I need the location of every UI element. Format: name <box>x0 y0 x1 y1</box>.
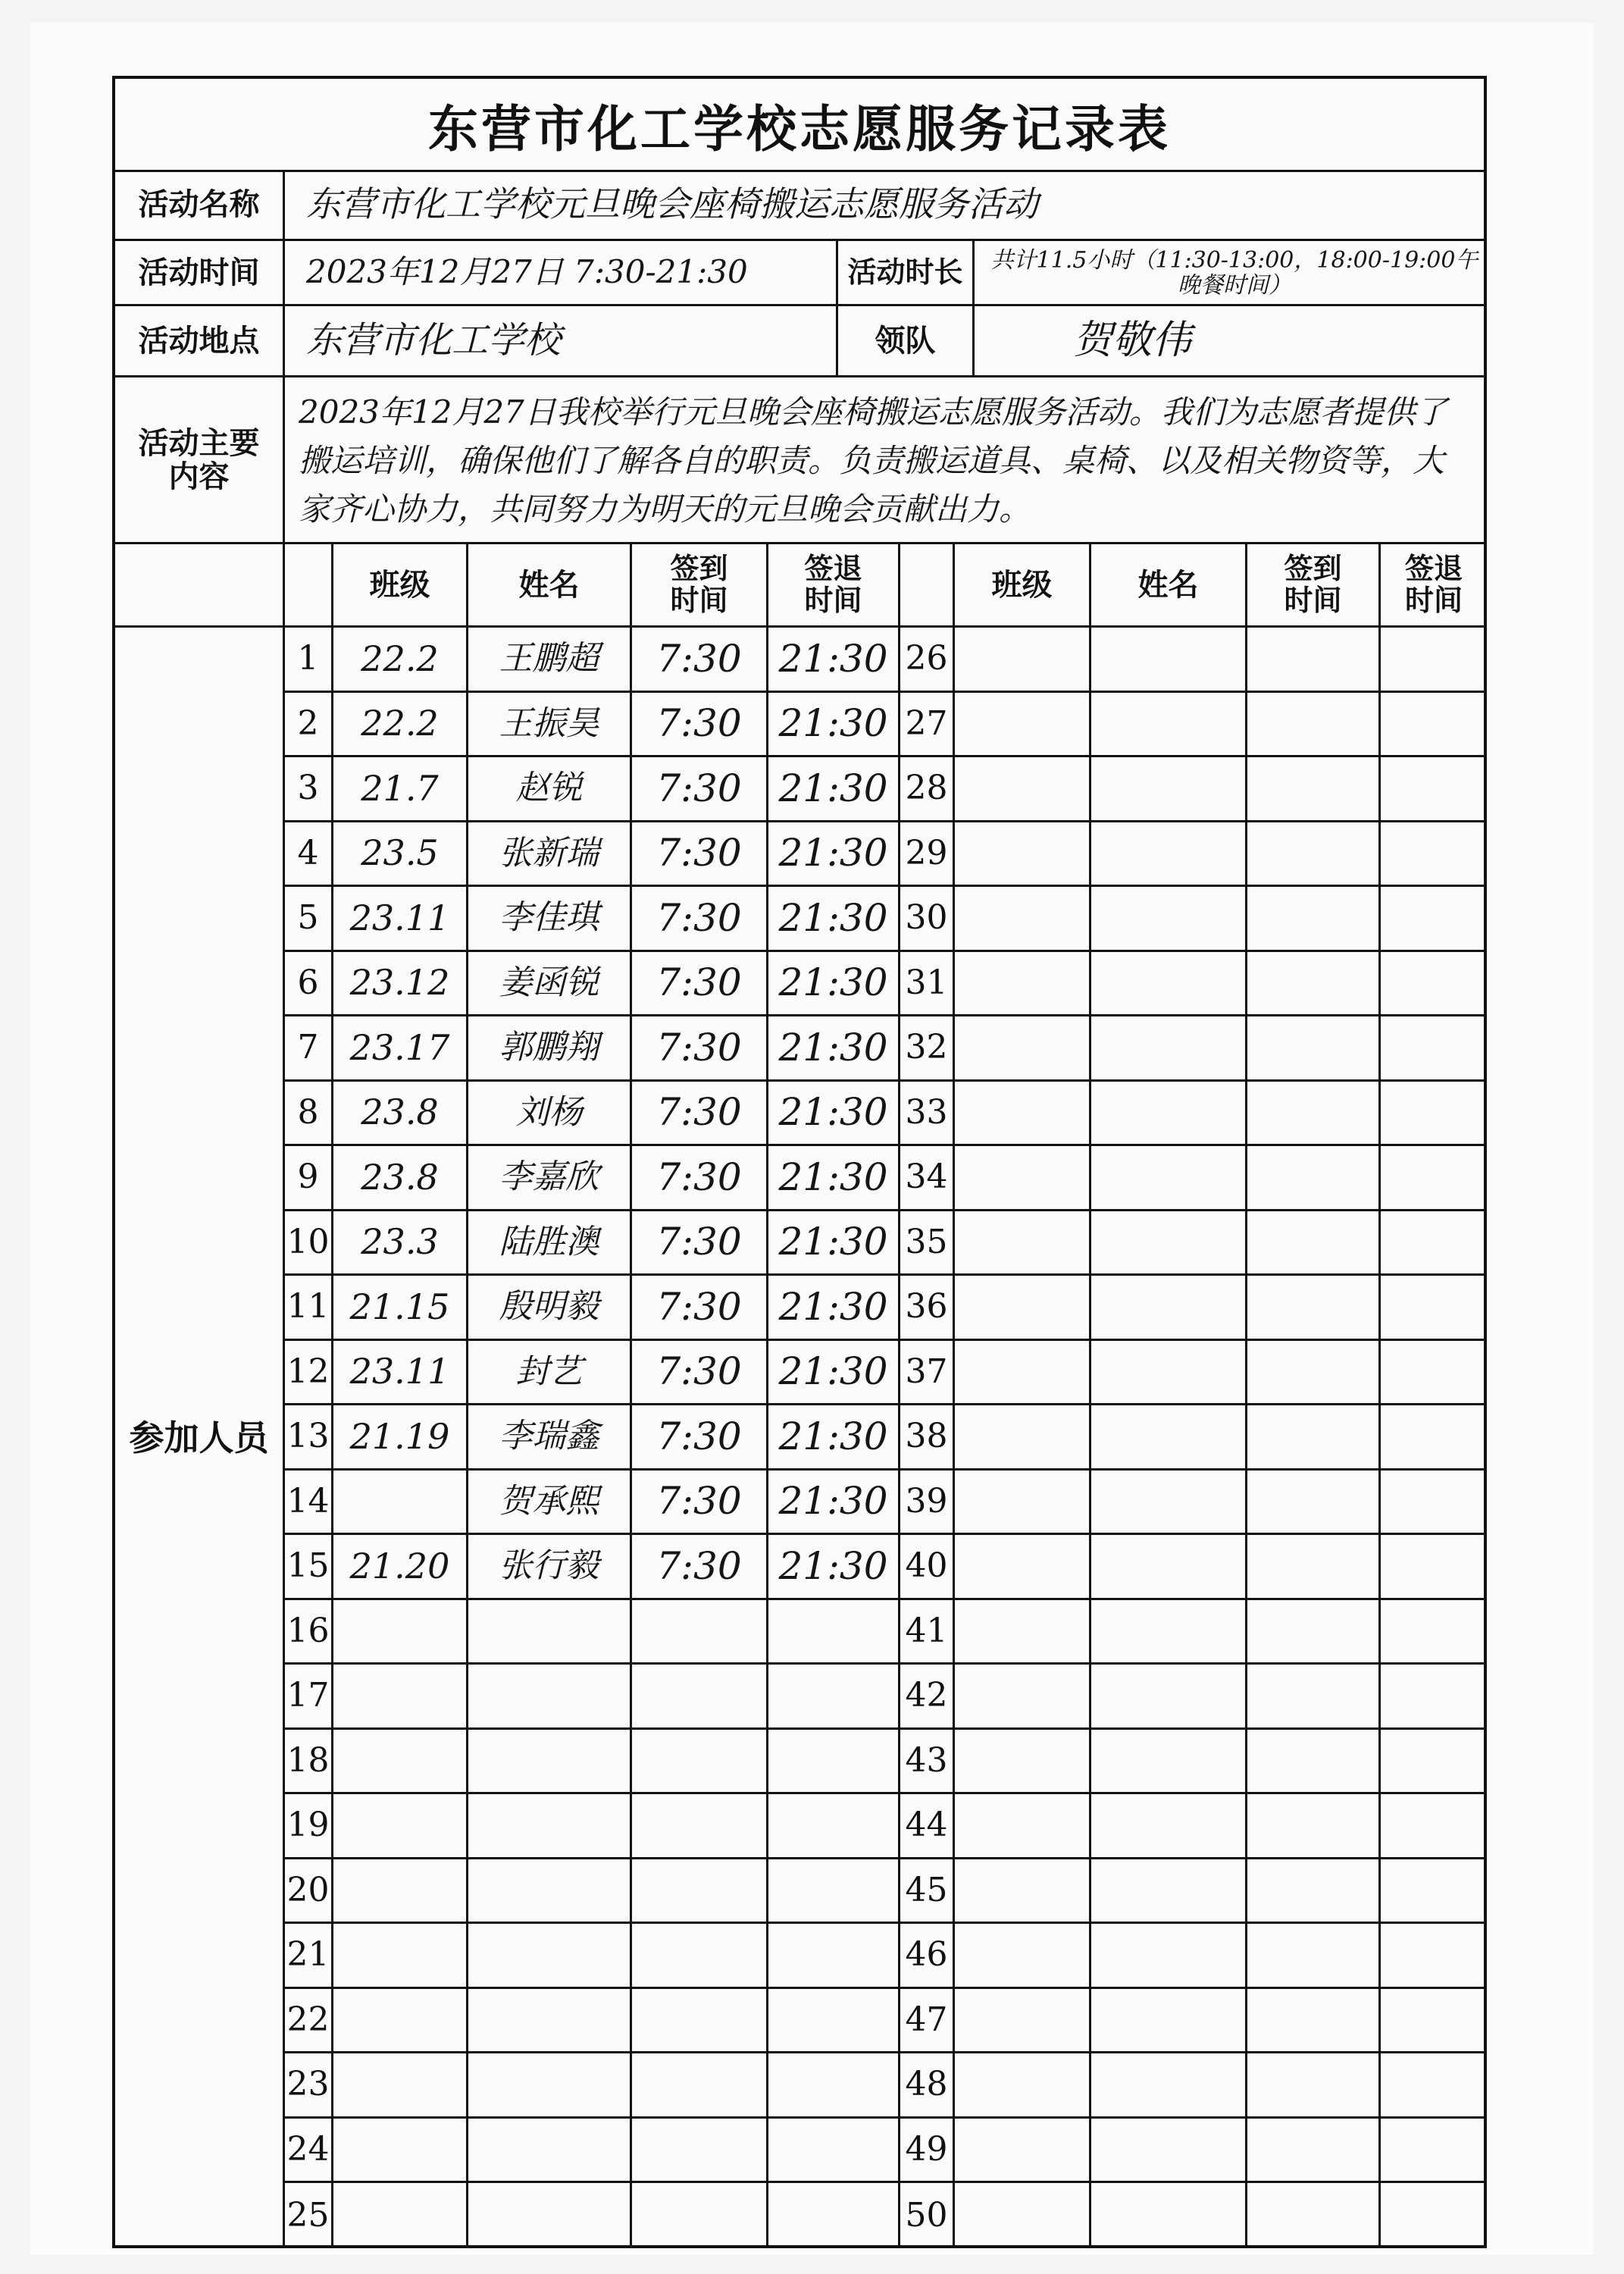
row-class: 21.20 <box>333 1535 468 1600</box>
label-participants: 参加人员 <box>115 628 285 2248</box>
row-number-right: 30 <box>900 887 955 952</box>
row-checkout: 21:30 <box>768 693 900 758</box>
row-checkin-right <box>1247 628 1381 693</box>
row-checkout-right <box>1381 1665 1487 1730</box>
row-number: 2 <box>285 693 333 758</box>
header-name-left: 姓名 <box>468 544 632 628</box>
header-checkin-left <box>632 544 768 628</box>
row-checkout <box>768 1859 900 1925</box>
row-checkout-right <box>1381 1794 1487 1859</box>
row-name: 李瑞鑫 <box>468 1405 632 1471</box>
row-number-right: 32 <box>900 1016 955 1082</box>
row-checkin-right <box>1247 1535 1381 1600</box>
row-number-right: 44 <box>900 1794 955 1859</box>
row-number-right: 34 <box>900 1146 955 1211</box>
form-title: 东营市化工学校志愿服务记录表 <box>115 79 1484 172</box>
row-class-right <box>955 1341 1091 1406</box>
row-number-right: 37 <box>900 1341 955 1406</box>
header-checkin-right <box>1247 544 1381 628</box>
header-checkout-left-line1: 签退 <box>804 551 862 585</box>
row-class-right <box>955 1989 1091 2054</box>
row-checkout-right <box>1381 693 1487 758</box>
row-number-right: 45 <box>900 1859 955 1925</box>
row-name: 殷明毅 <box>468 1276 632 1341</box>
row-class-right <box>955 1535 1091 1600</box>
row-number: 16 <box>285 1600 333 1665</box>
row-checkin: 7:30 <box>632 1146 768 1211</box>
row-checkout <box>768 1794 900 1859</box>
row-checkout <box>768 1989 900 2054</box>
label-activity-location: 活动地点 <box>115 306 285 377</box>
row-number: 5 <box>285 887 333 952</box>
value-activity-location: 东营市化工学校 <box>285 306 838 377</box>
row-checkin-right <box>1247 1276 1381 1341</box>
row-name-right <box>1091 887 1247 952</box>
row-name-right <box>1091 1146 1247 1211</box>
value-team-leader: 贺敬伟 <box>975 306 1487 377</box>
header-checkout-right-line1: 签退 <box>1404 551 1463 585</box>
row-checkin-right <box>1247 887 1381 952</box>
row-name-right <box>1091 2119 1247 2184</box>
row-checkout-right <box>1381 628 1487 693</box>
row-class <box>333 2119 468 2184</box>
row-checkout-right <box>1381 1730 1487 1795</box>
row-checkin-right <box>1247 2183 1381 2248</box>
row-class: 23.3 <box>333 1211 468 1276</box>
row-checkin <box>632 1730 768 1795</box>
row-number: 3 <box>285 757 333 822</box>
header-checkin-right-line2: 时间 <box>1284 583 1342 617</box>
row-name: 李佳琪 <box>468 887 632 952</box>
row-class: 23.8 <box>333 1082 468 1147</box>
row-checkin: 7:30 <box>632 1016 768 1082</box>
row-name <box>468 2053 632 2119</box>
row-checkin: 7:30 <box>632 952 768 1017</box>
row-number: 12 <box>285 1341 333 1406</box>
row-checkout: 21:30 <box>768 887 900 952</box>
row-class-right <box>955 952 1091 1017</box>
row-checkin-right <box>1247 1016 1381 1082</box>
row-name-right <box>1091 952 1247 1017</box>
row-checkin-right <box>1247 1082 1381 1147</box>
row-class-right <box>955 1471 1091 1536</box>
row-number-right: 46 <box>900 1924 955 1989</box>
row-checkout-right <box>1381 1016 1487 1082</box>
row-name: 王鹏超 <box>468 628 632 693</box>
row-name: 刘杨 <box>468 1082 632 1147</box>
header-checkout-left <box>768 544 900 628</box>
row-checkout <box>768 1730 900 1795</box>
value-activity-time: 2023年12月27日 7:30-21:30 <box>285 241 838 306</box>
row-number: 11 <box>285 1276 333 1341</box>
row-name: 陆胜澳 <box>468 1211 632 1276</box>
row-checkout-right <box>1381 1859 1487 1925</box>
row-checkout: 21:30 <box>768 952 900 1017</box>
row-class-right <box>955 1794 1091 1859</box>
row-class: 21.19 <box>333 1405 468 1471</box>
row-checkin <box>632 1924 768 1989</box>
row-checkin <box>632 2183 768 2248</box>
row-class-right <box>955 1859 1091 1925</box>
row-class <box>333 1600 468 1665</box>
row-checkin-right <box>1247 952 1381 1017</box>
row-number: 14 <box>285 1471 333 1536</box>
label-activity-name: 活动名称 <box>115 170 285 241</box>
row-checkout-right <box>1381 1276 1487 1341</box>
row-number: 15 <box>285 1535 333 1600</box>
row-class <box>333 1730 468 1795</box>
row-name <box>468 1924 632 1989</box>
row-name: 贺承熙 <box>468 1471 632 1536</box>
row-checkin-right <box>1247 1471 1381 1536</box>
row-class <box>333 1665 468 1730</box>
row-checkout-right <box>1381 1924 1487 1989</box>
row-name-right <box>1091 1665 1247 1730</box>
row-number-right: 27 <box>900 693 955 758</box>
value-activity-duration: 共计11.5小时（11:30-13:00，18:00-19:00午晚餐时间） <box>975 241 1487 306</box>
row-number-right: 36 <box>900 1276 955 1341</box>
row-class: 23.17 <box>333 1016 468 1082</box>
row-checkout: 21:30 <box>768 1405 900 1471</box>
row-checkin: 7:30 <box>632 628 768 693</box>
row-checkout-right <box>1381 2183 1487 2248</box>
participants-header-blank <box>115 544 285 628</box>
row-number: 7 <box>285 1016 333 1082</box>
row-checkout-right <box>1381 1211 1487 1276</box>
row-class-right <box>955 1600 1091 1665</box>
value-activity-name: 东营市化工学校元旦晚会座椅搬运志愿服务活动 <box>285 170 1487 241</box>
row-number: 23 <box>285 2053 333 2119</box>
row-class-right <box>955 1924 1091 1989</box>
row-checkin: 7:30 <box>632 693 768 758</box>
row-checkout-right <box>1381 1471 1487 1536</box>
header-checkout-right-line2: 时间 <box>1404 583 1463 617</box>
row-number-right: 42 <box>900 1665 955 1730</box>
row-name-right <box>1091 1859 1247 1925</box>
row-checkout-right <box>1381 822 1487 888</box>
row-checkout <box>768 2183 900 2248</box>
row-number: 17 <box>285 1665 333 1730</box>
row-name-right <box>1091 1082 1247 1147</box>
row-name-right <box>1091 1924 1247 1989</box>
row-checkout-right <box>1381 1146 1487 1211</box>
row-number: 24 <box>285 2119 333 2184</box>
row-class-right <box>955 822 1091 888</box>
row-class-right <box>955 1276 1091 1341</box>
row-class-right <box>955 628 1091 693</box>
row-name <box>468 1794 632 1859</box>
row-number: 22 <box>285 1989 333 2054</box>
header-name-right: 姓名 <box>1091 544 1247 628</box>
header-checkout-right <box>1381 544 1487 628</box>
row-name <box>468 2183 632 2248</box>
row-number-right: 26 <box>900 628 955 693</box>
label-main-content-line2: 内容 <box>168 459 230 494</box>
row-class <box>333 1859 468 1925</box>
row-class-right <box>955 1665 1091 1730</box>
header-class-left: 班级 <box>333 544 468 628</box>
row-checkout: 21:30 <box>768 1082 900 1147</box>
row-number: 10 <box>285 1211 333 1276</box>
row-checkin-right <box>1247 1146 1381 1211</box>
row-class-right <box>955 2053 1091 2119</box>
row-name-right <box>1091 1989 1247 2054</box>
row-checkin <box>632 1665 768 1730</box>
row-checkin: 7:30 <box>632 1341 768 1406</box>
row-class: 23.12 <box>333 952 468 1017</box>
row-checkout: 21:30 <box>768 1276 900 1341</box>
row-name <box>468 1989 632 2054</box>
row-checkin: 7:30 <box>632 1276 768 1341</box>
row-number: 6 <box>285 952 333 1017</box>
row-checkout-right <box>1381 2119 1487 2184</box>
row-number: 18 <box>285 1730 333 1795</box>
row-name <box>468 1665 632 1730</box>
row-name-right <box>1091 1471 1247 1536</box>
row-name: 张行毅 <box>468 1535 632 1600</box>
paper-sheet <box>30 23 1594 2255</box>
header-checkin-left-line1: 签到 <box>670 551 728 585</box>
row-checkout-right <box>1381 952 1487 1017</box>
row-class: 23.5 <box>333 822 468 888</box>
row-name-right <box>1091 2053 1247 2119</box>
row-checkin-right <box>1247 2053 1381 2119</box>
row-checkout <box>768 1600 900 1665</box>
row-number-right: 43 <box>900 1730 955 1795</box>
row-name <box>468 1600 632 1665</box>
row-checkout: 21:30 <box>768 1535 900 1600</box>
row-number-right: 35 <box>900 1211 955 1276</box>
row-checkout <box>768 2119 900 2184</box>
row-name-right <box>1091 2183 1247 2248</box>
row-name-right <box>1091 1535 1247 1600</box>
row-class: 21.15 <box>333 1276 468 1341</box>
label-team-leader: 领队 <box>838 306 975 377</box>
row-checkin <box>632 1600 768 1665</box>
row-checkin-right <box>1247 1600 1381 1665</box>
row-checkout-right <box>1381 1989 1487 2054</box>
row-number: 4 <box>285 822 333 888</box>
row-checkin-right <box>1247 822 1381 888</box>
row-checkin-right <box>1247 757 1381 822</box>
row-name: 郭鹏翔 <box>468 1016 632 1082</box>
row-name-right <box>1091 822 1247 888</box>
row-class-right <box>955 757 1091 822</box>
row-number: 13 <box>285 1405 333 1471</box>
row-name: 姜函锐 <box>468 952 632 1017</box>
row-checkin: 7:30 <box>632 1211 768 1276</box>
row-checkin-right <box>1247 1665 1381 1730</box>
header-class-right: 班级 <box>955 544 1091 628</box>
row-class <box>333 1989 468 2054</box>
row-checkout-right <box>1381 2053 1487 2119</box>
row-number-right: 41 <box>900 1600 955 1665</box>
row-class-right <box>955 1016 1091 1082</box>
label-activity-duration: 活动时长 <box>838 241 975 306</box>
row-name-right <box>1091 1211 1247 1276</box>
row-name-right <box>1091 757 1247 822</box>
row-number-right: 29 <box>900 822 955 888</box>
header-no-right <box>900 544 955 628</box>
row-checkout: 21:30 <box>768 1016 900 1082</box>
row-checkout-right <box>1381 1341 1487 1406</box>
row-class <box>333 1794 468 1859</box>
row-checkin-right <box>1247 1211 1381 1276</box>
row-checkin <box>632 2053 768 2119</box>
row-class-right <box>955 2119 1091 2184</box>
row-checkin <box>632 1859 768 1925</box>
row-name: 王振昊 <box>468 693 632 758</box>
row-number: 20 <box>285 1859 333 1925</box>
row-checkin-right <box>1247 1405 1381 1471</box>
row-number: 25 <box>285 2183 333 2248</box>
row-checkout-right <box>1381 1082 1487 1147</box>
row-checkin-right <box>1247 1859 1381 1925</box>
row-checkin: 7:30 <box>632 1535 768 1600</box>
row-number-right: 40 <box>900 1535 955 1600</box>
row-class: 21.7 <box>333 757 468 822</box>
row-class <box>333 1471 468 1536</box>
row-checkin: 7:30 <box>632 1405 768 1471</box>
row-checkout <box>768 1665 900 1730</box>
row-class-right <box>955 1405 1091 1471</box>
row-checkin-right <box>1247 1730 1381 1795</box>
row-number-right: 49 <box>900 2119 955 2184</box>
row-number-right: 50 <box>900 2183 955 2248</box>
row-name-right <box>1091 1794 1247 1859</box>
row-number-right: 38 <box>900 1405 955 1471</box>
row-number-right: 47 <box>900 1989 955 2054</box>
value-main-content: 2023年12月27日我校举行元旦晚会座椅搬运志愿服务活动。我们为志愿者提供了搬运培训，确保他们了解各自的职责。负责搬运道具、桌椅、以及相关物资等，大家齐心协力，共同努力为明天的元旦晚会贡献出力。 <box>285 377 1487 544</box>
row-class-right <box>955 1730 1091 1795</box>
row-checkout-right <box>1381 1535 1487 1600</box>
label-activity-time: 活动时间 <box>115 241 285 306</box>
row-class: 23.11 <box>333 1341 468 1406</box>
label-main-content-line1: 活动主要 <box>138 425 260 461</box>
row-name-right <box>1091 1600 1247 1665</box>
row-checkin-right <box>1247 693 1381 758</box>
row-checkout: 21:30 <box>768 1471 900 1536</box>
row-name: 赵锐 <box>468 757 632 822</box>
row-number: 21 <box>285 1924 333 1989</box>
row-name <box>468 1730 632 1795</box>
row-class <box>333 2183 468 2248</box>
row-checkin: 7:30 <box>632 1471 768 1536</box>
row-name-right <box>1091 693 1247 758</box>
row-checkout-right <box>1381 757 1487 822</box>
row-class-right <box>955 887 1091 952</box>
row-class-right <box>955 1146 1091 1211</box>
row-checkout-right <box>1381 1405 1487 1471</box>
row-number-right: 31 <box>900 952 955 1017</box>
header-checkout-left-line2: 时间 <box>804 583 862 617</box>
row-checkout: 21:30 <box>768 822 900 888</box>
row-checkout-right <box>1381 887 1487 952</box>
row-number-right: 39 <box>900 1471 955 1536</box>
row-checkin-right <box>1247 1341 1381 1406</box>
row-number: 19 <box>285 1794 333 1859</box>
row-checkout <box>768 2053 900 2119</box>
row-checkout <box>768 1924 900 1989</box>
row-checkout-right <box>1381 1600 1487 1665</box>
row-class: 22.2 <box>333 628 468 693</box>
row-name: 封艺 <box>468 1341 632 1406</box>
row-checkin: 7:30 <box>632 757 768 822</box>
row-checkout: 21:30 <box>768 757 900 822</box>
row-checkin-right <box>1247 1989 1381 2054</box>
row-name: 张新瑞 <box>468 822 632 888</box>
row-class-right <box>955 693 1091 758</box>
row-checkin <box>632 1989 768 2054</box>
row-class-right <box>955 1082 1091 1147</box>
row-checkin-right <box>1247 1794 1381 1859</box>
row-name-right <box>1091 1730 1247 1795</box>
row-class: 22.2 <box>333 693 468 758</box>
row-checkin: 7:30 <box>632 1082 768 1147</box>
row-name-right <box>1091 1341 1247 1406</box>
row-number: 1 <box>285 628 333 693</box>
row-class: 23.8 <box>333 1146 468 1211</box>
row-name-right <box>1091 1016 1247 1082</box>
row-number: 8 <box>285 1082 333 1147</box>
row-checkout: 21:30 <box>768 1341 900 1406</box>
row-checkin: 7:30 <box>632 822 768 888</box>
row-checkin-right <box>1247 1924 1381 1989</box>
row-name-right <box>1091 1405 1247 1471</box>
row-class <box>333 2053 468 2119</box>
row-checkin: 7:30 <box>632 887 768 952</box>
row-class-right <box>955 2183 1091 2248</box>
row-name <box>468 2119 632 2184</box>
label-main-content <box>115 377 285 544</box>
row-number: 9 <box>285 1146 333 1211</box>
row-name-right <box>1091 628 1247 693</box>
row-checkin <box>632 2119 768 2184</box>
row-class <box>333 1924 468 1989</box>
row-checkin-right <box>1247 2119 1381 2184</box>
header-checkin-right-line1: 签到 <box>1284 551 1342 585</box>
row-number-right: 33 <box>900 1082 955 1147</box>
record-form <box>112 76 1487 2248</box>
row-checkin <box>632 1794 768 1859</box>
row-number-right: 28 <box>900 757 955 822</box>
row-name: 李嘉欣 <box>468 1146 632 1211</box>
row-number-right: 48 <box>900 2053 955 2119</box>
row-class: 23.11 <box>333 887 468 952</box>
row-checkout: 21:30 <box>768 1211 900 1276</box>
header-checkin-left-line2: 时间 <box>670 583 728 617</box>
header-no-left <box>285 544 333 628</box>
row-name-right <box>1091 1276 1247 1341</box>
row-class-right <box>955 1211 1091 1276</box>
row-checkout: 21:30 <box>768 628 900 693</box>
row-name <box>468 1859 632 1925</box>
row-checkout: 21:30 <box>768 1146 900 1211</box>
